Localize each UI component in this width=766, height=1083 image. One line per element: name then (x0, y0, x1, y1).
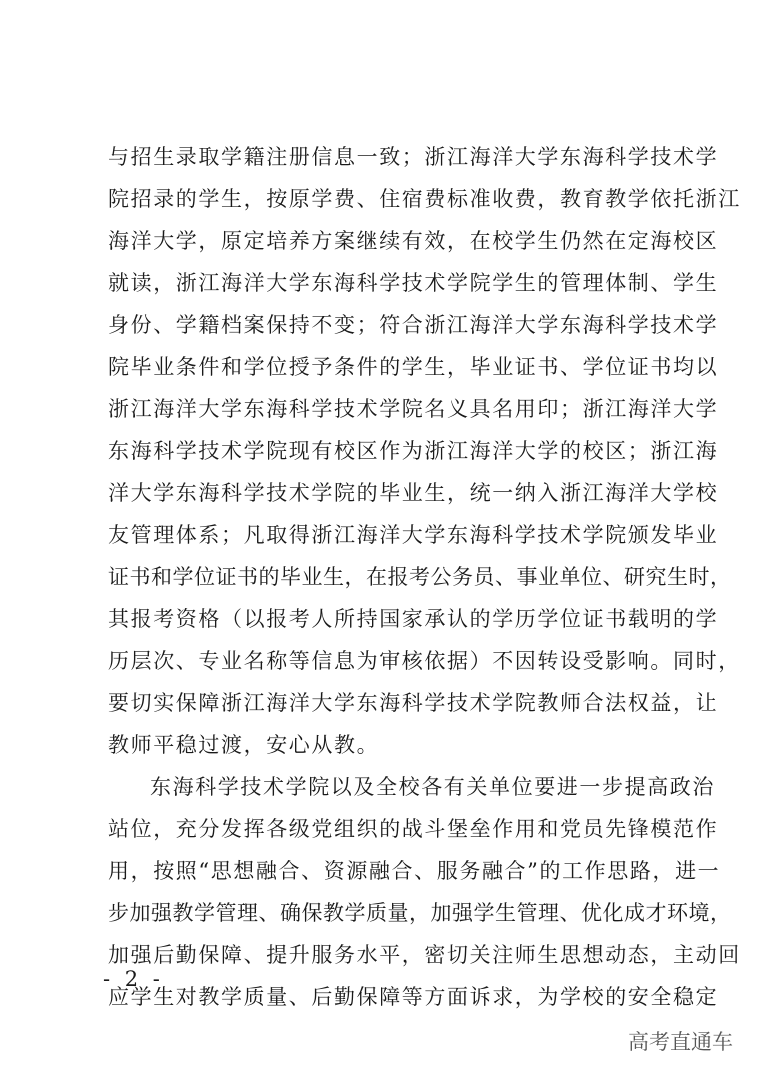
page-number: - 2 - (103, 967, 164, 991)
text-line: 证书和学位证书的毕业生，在报考公务员、事业单位、研究生时， (108, 565, 732, 589)
text-line: 院招录的学生，按原学费、住宿费标准收费，教育教学依托浙江 (108, 187, 741, 211)
text-line: 历层次、专业名称等信息为审核依据）不因转设受影响。同时， (108, 649, 741, 673)
text-line: 其报考资格（以报考人所持国家承认的学历学位证书载明的学 (108, 607, 719, 631)
text-line: 身份、学籍档案保持不变；符合浙江海洋大学东海科学技术学 (108, 313, 719, 337)
text-line: 友管理体系；凡取得浙江海洋大学东海科学技术学院颁发毕业 (108, 523, 719, 547)
paragraph-first-line: 东海科学技术学院以及全校各有关单位要进一步提高政治 (150, 775, 715, 799)
text-line: 浙江海洋大学东海科学技术学院名义具名用印；浙江海洋大学 (108, 397, 719, 421)
text-line: 教师平稳过渡，安心从教。 (108, 733, 380, 757)
text-line: 步加强教学管理、确保教学质量，加强学生管理、优化成才环境， (108, 901, 732, 925)
text-line: 加强后勤保障、提升服务水平，密切关注师生思想动态，主动回 (108, 943, 741, 967)
text-line: 站位，充分发挥各级党组织的战斗堡垒作用和党员先锋模范作 (108, 817, 719, 841)
text-line: 东海科学技术学院现有校区作为浙江海洋大学的校区；浙江海 (108, 439, 719, 463)
text-line: 院毕业条件和学位授予条件的学生，毕业证书、学位证书均以 (108, 355, 719, 379)
watermark-text: 高考直通车 (628, 1030, 733, 1054)
text-line: 就读，浙江海洋大学东海科学技术学院学生的管理体制、学生 (108, 271, 719, 295)
text-line: 应学生对教学质量、后勤保障等方面诉求，为学校的安全稳定 (108, 985, 719, 1009)
text-line: 海洋大学，原定培养方案继续有效，在校学生仍然在定海校区 (108, 229, 719, 253)
text-line: 要切实保障浙江海洋大学东海科学技术学院教师合法权益，让 (108, 691, 719, 715)
text-line: 用，按照“思想融合、资源融合、服务融合”的工作思路，进一 (108, 859, 721, 883)
text-line: 洋大学东海科学技术学院的毕业生，统一纳入浙江海洋大学校 (108, 481, 719, 505)
text-line: 与招生录取学籍注册信息一致；浙江海洋大学东海科学技术学 (108, 145, 719, 169)
